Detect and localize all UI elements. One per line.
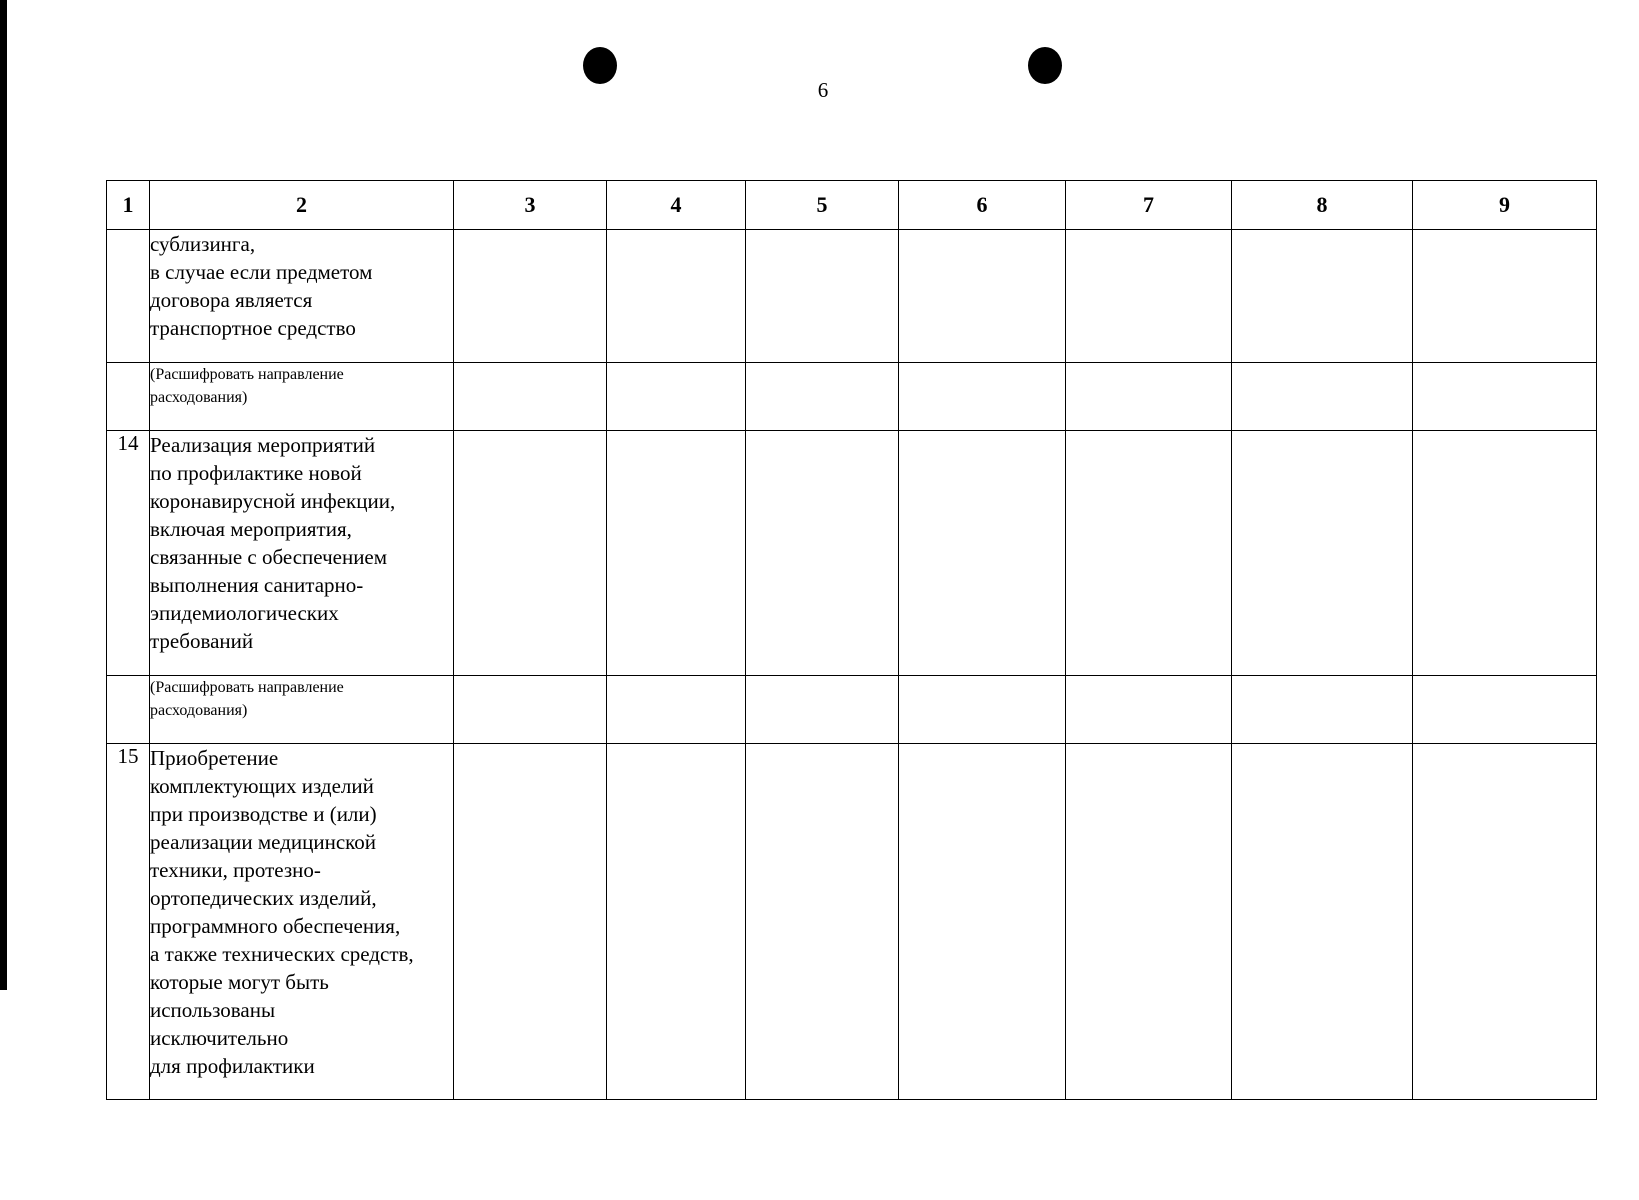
- column-header-5: 5: [746, 181, 899, 230]
- empty-cell: [607, 230, 746, 363]
- scan-edge-shadow: [0, 0, 7, 990]
- page-number: 6: [817, 78, 829, 102]
- empty-cell: [607, 744, 746, 1100]
- empty-cell: [746, 363, 899, 431]
- expense-table: [106, 180, 1597, 1100]
- punch-hole-left: [583, 47, 617, 84]
- empty-cell: [1413, 431, 1597, 676]
- empty-cell: [899, 431, 1066, 676]
- empty-cell: [607, 431, 746, 676]
- empty-cell: [746, 744, 899, 1100]
- empty-cell: [746, 431, 899, 676]
- empty-cell: [1066, 230, 1232, 363]
- empty-cell: [899, 676, 1066, 744]
- empty-cell: [1232, 363, 1413, 431]
- table-row: [107, 431, 1597, 676]
- column-header-1: 1: [107, 181, 150, 230]
- column-header-9: 9: [1413, 181, 1597, 230]
- column-header-8: 8: [1232, 181, 1413, 230]
- row-note: (Расшифровать направление расходования): [150, 363, 454, 431]
- empty-cell: [454, 363, 607, 431]
- empty-cell: [1413, 363, 1597, 431]
- empty-cell: [1413, 744, 1597, 1100]
- row-description: Приобретение комплектующих изделий при производстве и (или) реализации медицинской техники, протезно- ортопедических изделий, программного обеспечения, а также технических средств, которые могут быть использованы исключительно для профилактики: [150, 744, 454, 1100]
- empty-cell: [899, 363, 1066, 431]
- column-header-7: 7: [1066, 181, 1232, 230]
- empty-cell: [1066, 744, 1232, 1100]
- row-description: сублизинга, в случае если предметом договора является транспортное средство: [150, 230, 454, 363]
- empty-cell: [899, 744, 1066, 1100]
- empty-cell: [1066, 431, 1232, 676]
- empty-cell: [746, 676, 899, 744]
- table-row: [107, 363, 1597, 431]
- empty-cell: [1066, 676, 1232, 744]
- table-row: [107, 230, 1597, 363]
- empty-cell: [1413, 676, 1597, 744]
- row-number: 15: [107, 744, 150, 1100]
- column-header-3: 3: [454, 181, 607, 230]
- empty-cell: [454, 431, 607, 676]
- empty-cell: [1232, 230, 1413, 363]
- row-number: [107, 363, 150, 431]
- empty-cell: [454, 230, 607, 363]
- empty-cell: [1413, 230, 1597, 363]
- empty-cell: [1232, 676, 1413, 744]
- empty-cell: [607, 676, 746, 744]
- column-header-6: 6: [899, 181, 1066, 230]
- empty-cell: [1232, 431, 1413, 676]
- empty-cell: [1066, 363, 1232, 431]
- column-header-4: 4: [607, 181, 746, 230]
- empty-cell: [454, 744, 607, 1100]
- empty-cell: [899, 230, 1066, 363]
- row-note: (Расшифровать направление расходования): [150, 676, 454, 744]
- table-header-row: [107, 181, 1597, 230]
- empty-cell: [607, 363, 746, 431]
- table-row: [107, 676, 1597, 744]
- punch-hole-right: [1028, 47, 1062, 84]
- empty-cell: [454, 676, 607, 744]
- row-number: [107, 676, 150, 744]
- row-description: Реализация мероприятий по профилактике новой коронавирусной инфекции, включая мероприятия, связанные с обеспечением выполнения санитарно- эпидемиологических требований: [150, 431, 454, 676]
- empty-cell: [746, 230, 899, 363]
- row-number: [107, 230, 150, 363]
- empty-cell: [1232, 744, 1413, 1100]
- column-header-2: 2: [150, 181, 454, 230]
- row-number: 14: [107, 431, 150, 676]
- table-row: [107, 744, 1597, 1100]
